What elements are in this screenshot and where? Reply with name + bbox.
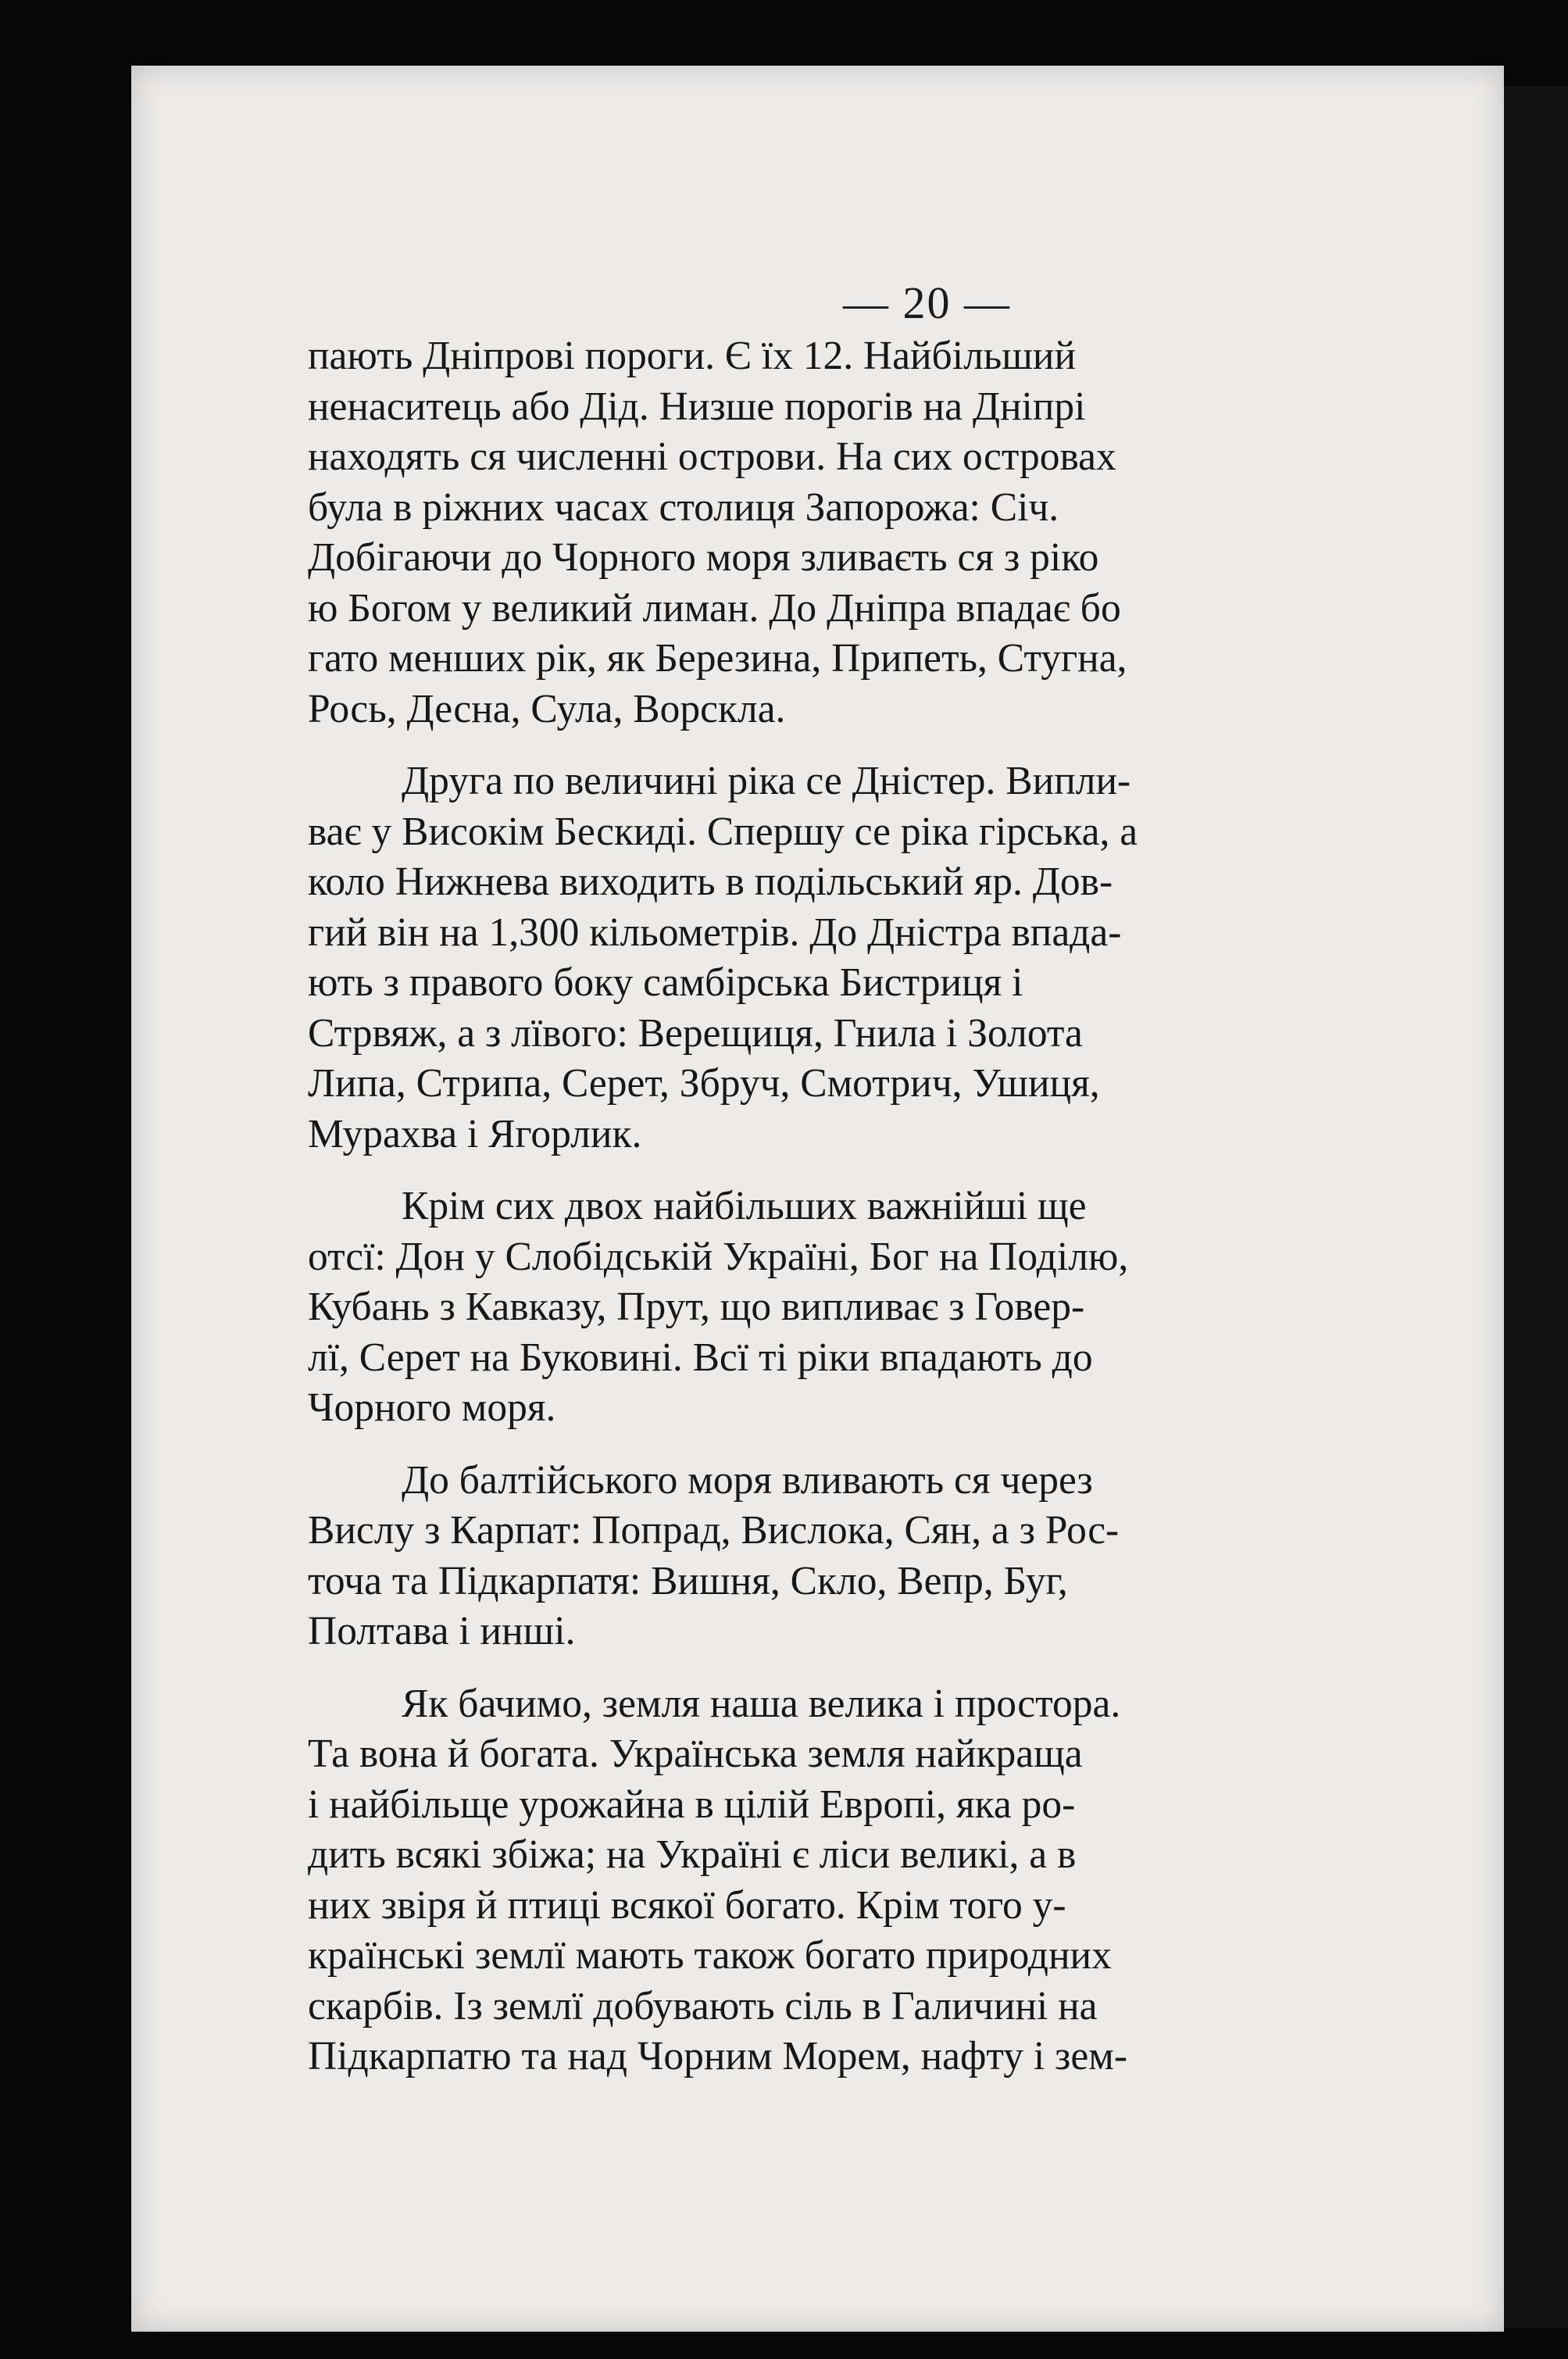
page-body bbox=[308, 331, 1480, 2082]
text-line: отсї: Дон у Слобідській Україні, Бог на Поділю, bbox=[308, 1234, 1129, 1279]
text-line: Кубань з Кавказу, Прут, що випливає з Говер- bbox=[308, 1285, 1085, 1329]
paragraph-4 bbox=[308, 1456, 1480, 1657]
paragraph-5 bbox=[308, 1679, 1480, 2082]
text-line: них звіря й птиці всякої богато. Крім того у- bbox=[308, 1882, 1066, 1928]
text-line: Мурахва і Ягорлик. bbox=[308, 1111, 642, 1156]
page-number: — 20 — bbox=[843, 277, 1011, 328]
text-line: Чорного моря. bbox=[308, 1385, 556, 1430]
text-line: Крім сих двох найбільших важнійші ще bbox=[402, 1184, 1087, 1228]
text-line: була в ріжних часах столиця Запорожа: Січ. bbox=[308, 484, 1059, 530]
paragraph-1 bbox=[308, 331, 1480, 735]
book-page bbox=[131, 66, 1504, 2332]
text-line: находять ся численні острови. На сих островах bbox=[308, 434, 1116, 479]
text-line: гий він на 1,300 кільометрів. До Дністра впада- bbox=[308, 910, 1122, 955]
text-line: ненаситець або Дід. Низше порогів на Дніпрі bbox=[308, 384, 1086, 429]
adjacent-page-edge bbox=[1504, 86, 1568, 2329]
text-line: коло Нижнева виходить в подільський яр. Дов- bbox=[308, 860, 1113, 904]
text-line: Підкарпатю та над Чорним Морем, нафту і зем- bbox=[308, 2034, 1127, 2078]
text-line: Та вона й богата. Українська земля найкраща bbox=[308, 1732, 1083, 1776]
text-line: Липа, Стрипа, Серет, Збруч, Смотрич, Ушиця, bbox=[308, 1061, 1100, 1106]
text-line: країнські землї мають також богато природних bbox=[308, 1933, 1112, 1978]
text-line: Друга по величині ріка се Дністер. Випли- bbox=[402, 759, 1131, 803]
text-line: гато менших рік, як Березина, Припеть, Стугна, bbox=[308, 636, 1127, 681]
text-line: ю Богом у великий лиман. До Дніпра впадає бо bbox=[308, 585, 1121, 631]
text-line: пають Дніпрові пороги. Є їх 12. Найбільший bbox=[308, 334, 1077, 378]
text-line: Добігаючи до Чорного моря зливаєть ся з ріко bbox=[308, 535, 1099, 580]
text-line: лї, Серет на Буковині. Всї ті ріки впадають до bbox=[308, 1335, 1093, 1380]
text-line: і найбільще урожайна в цілій Европі, яка ро- bbox=[308, 1782, 1076, 1827]
text-line: До балтійського моря вливають ся через bbox=[402, 1457, 1093, 1503]
text-line: Стрвяж, а з лївого: Верещиця, Гнила і Золота bbox=[308, 1010, 1083, 1056]
text-line: ває у Високім Бескиді. Спершу се ріка гірська, а bbox=[308, 809, 1138, 854]
text-line: Полтава і инші. bbox=[308, 1609, 576, 1653]
paragraph-2 bbox=[308, 756, 1480, 1160]
text-line: Як бачимо, земля наша велика і простора. bbox=[402, 1681, 1121, 1726]
text-line: точа та Підкарпатя: Вишня, Скло, Вепр, Буг, bbox=[308, 1558, 1068, 1603]
text-line: ють з правого боку самбірська Бистриця і bbox=[308, 960, 1023, 1005]
text-line: Вислу з Карпат: Попрад, Вислока, Сян, а з Рос- bbox=[308, 1508, 1120, 1553]
text-line: скарбів. Із землї добувають сіль в Галичині на bbox=[308, 1983, 1098, 2028]
paragraph-3 bbox=[308, 1181, 1480, 1434]
text-line: дить всякі збіжа; на Україні є ліси великі, а в bbox=[308, 1832, 1077, 1877]
text-line: Рось, Десна, Сула, Ворскла. bbox=[308, 686, 786, 731]
